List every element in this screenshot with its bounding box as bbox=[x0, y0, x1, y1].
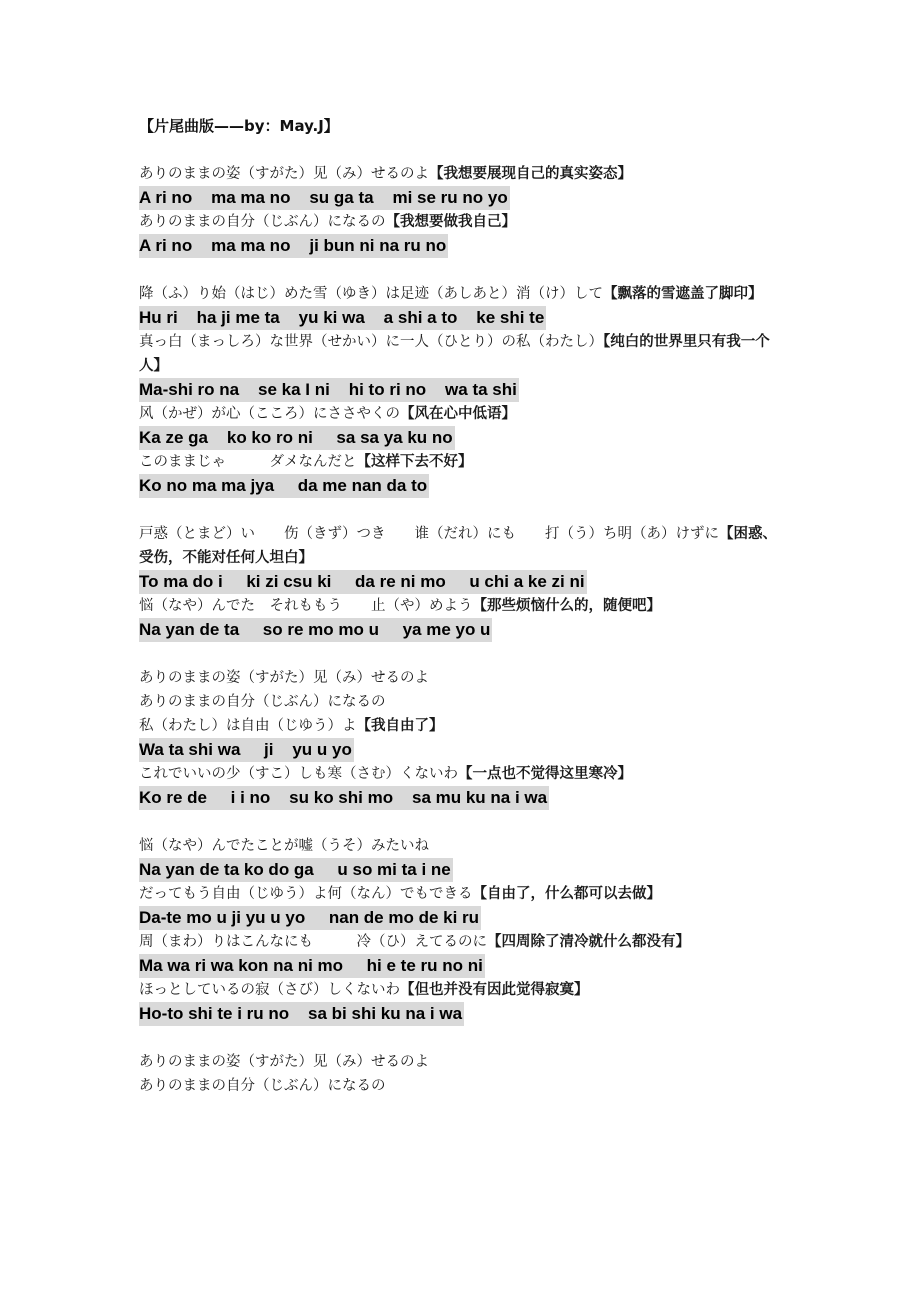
chinese-translation: 【困惑、受伤，不能对任何人坦白】 bbox=[139, 526, 777, 566]
chinese-translation: 【一点也不觉得这里寒冷】 bbox=[458, 766, 632, 782]
romaji-line: Ko re de i i no su ko shi mo sa mu ku na i wa bbox=[139, 786, 549, 810]
lyric-stanza bbox=[139, 1050, 784, 1098]
chinese-translation: 【那些烦恼什么的，随便吧】 bbox=[472, 598, 661, 614]
lyrics-body bbox=[139, 162, 784, 1098]
japanese-lyric-line bbox=[139, 978, 784, 1002]
lyric-stanza bbox=[139, 282, 784, 498]
chinese-translation: 【风在心中低语】 bbox=[400, 406, 516, 422]
japanese-lyric-line bbox=[139, 1050, 784, 1074]
romaji-line: Ma wa ri wa kon na ni mo hi e te ru no ni bbox=[139, 954, 485, 978]
japanese-text: ありのままの姿（すがた）见（み）せるのよ bbox=[139, 1054, 429, 1070]
japanese-text: ありのままの自分（じぶん）になるの bbox=[139, 214, 386, 230]
japanese-text: ありのままの自分（じぶん）になるの bbox=[139, 1078, 386, 1094]
japanese-text: 私（わたし）は自由（じゆう）よ bbox=[139, 718, 357, 734]
japanese-text: このままじゃ ダメなんだと bbox=[139, 454, 357, 470]
chinese-translation: 【我想要展现自己的真实姿态】 bbox=[429, 166, 632, 182]
japanese-lyric-line bbox=[139, 930, 784, 954]
japanese-text: 真っ白（まっしろ）な世界（せかい）に一人（ひとり）の私（わたし） bbox=[139, 334, 603, 350]
japanese-lyric-line bbox=[139, 834, 784, 858]
chinese-translation: 【我想要做我自己】 bbox=[385, 214, 516, 230]
japanese-text: ありのままの姿（すがた）见（み）せるのよ bbox=[139, 166, 429, 182]
japanese-lyric-line bbox=[139, 882, 784, 906]
japanese-text: 戸惑（とまど）い 伤（きず）つき 谁（だれ）にも 打（う）ち明（あ）けずに bbox=[139, 526, 719, 542]
japanese-text: 风（かぜ）が心（こころ）にささやくの bbox=[139, 406, 400, 422]
japanese-lyric-line bbox=[139, 714, 784, 738]
japanese-text: これでいいの少（すこ）しも寒（さむ）くないわ bbox=[139, 766, 458, 782]
romaji-line: To ma do i ki zi csu ki da re ni mo u chi a ke zi ni bbox=[139, 570, 587, 594]
romaji-line: Da-te mo u ji yu u yo nan de mo de ki ru bbox=[139, 906, 481, 930]
chinese-translation: 【但也并没有因此觉得寂寞】 bbox=[400, 982, 589, 998]
chinese-translation: 【这样下去不好】 bbox=[356, 454, 473, 470]
romaji-line: Ma-shi ro na se ka I ni hi to ri no wa ta shi bbox=[139, 378, 519, 402]
japanese-text: だってもう自由（じゆう）よ何（なん）でもできる bbox=[139, 886, 473, 902]
lyric-stanza bbox=[139, 522, 784, 642]
japanese-lyric-line bbox=[139, 762, 784, 786]
lyric-stanza bbox=[139, 834, 784, 1026]
romaji-line: Ho-to shi te i ru no sa bi shi ku na i wa bbox=[139, 1002, 464, 1026]
chinese-translation: 【飘落的雪遮盖了脚印】 bbox=[603, 286, 763, 302]
japanese-lyric-line bbox=[139, 282, 784, 306]
chinese-translation: 【四周除了清冷就什么都没有】 bbox=[487, 934, 690, 950]
japanese-lyric-line bbox=[139, 210, 784, 234]
chinese-translation: 【我自由了】 bbox=[356, 718, 444, 734]
japanese-text: 悩（なや）んでたことが嘘（うそ）みたいね bbox=[139, 838, 429, 854]
japanese-lyric-line bbox=[139, 690, 784, 714]
japanese-text: ほっとしているの寂（さび）しくないわ bbox=[139, 982, 400, 998]
romaji-line: Wa ta shi wa ji yu u yo bbox=[139, 738, 354, 762]
romaji-line: Na yan de ta so re mo mo u ya me yo u bbox=[139, 618, 492, 642]
japanese-lyric-line bbox=[139, 1074, 784, 1098]
chinese-translation: 【自由了，什么都可以去做】 bbox=[472, 886, 661, 902]
romaji-line: Ko no ma ma jya da me nan da to bbox=[139, 474, 429, 498]
japanese-lyric-line bbox=[139, 330, 784, 378]
japanese-text: 悩（なや）んでた それももう 止（や）めよう bbox=[139, 598, 473, 614]
japanese-text: 降（ふ）り始（はじ）めた雪（ゆき）は足迹（あしあと）消（け）して bbox=[139, 286, 603, 302]
japanese-lyric-line bbox=[139, 162, 784, 186]
chinese-translation: 【纯白的世界里只有我一个人】 bbox=[139, 334, 770, 374]
lyric-stanza bbox=[139, 666, 784, 810]
romaji-line: Na yan de ta ko do ga u so mi ta i ne bbox=[139, 858, 453, 882]
japanese-text: ありのままの姿（すがた）见（み）せるのよ bbox=[139, 670, 429, 686]
japanese-text: 周（まわ）りはこんなにも 冷（ひ）えてるのに bbox=[139, 934, 487, 950]
japanese-lyric-line bbox=[139, 666, 784, 690]
japanese-lyric-line bbox=[139, 522, 784, 570]
lyrics-document bbox=[139, 114, 784, 1122]
romaji-line: Ka ze ga ko ko ro ni sa sa ya ku no bbox=[139, 426, 455, 450]
romaji-line: A ri no ma ma no ji bun ni na ru no bbox=[139, 234, 448, 258]
japanese-lyric-line bbox=[139, 450, 784, 474]
romaji-line: Hu ri ha ji me ta yu ki wa a shi a to ke shi te bbox=[139, 306, 546, 330]
japanese-lyric-line bbox=[139, 402, 784, 426]
document-title: 【片尾曲版——by：May.J】 bbox=[139, 117, 339, 135]
lyric-stanza bbox=[139, 162, 784, 258]
japanese-text: ありのままの自分（じぶん）になるの bbox=[139, 694, 386, 710]
japanese-lyric-line bbox=[139, 594, 784, 618]
romaji-line: A ri no ma ma no su ga ta mi se ru no yo bbox=[139, 186, 510, 210]
